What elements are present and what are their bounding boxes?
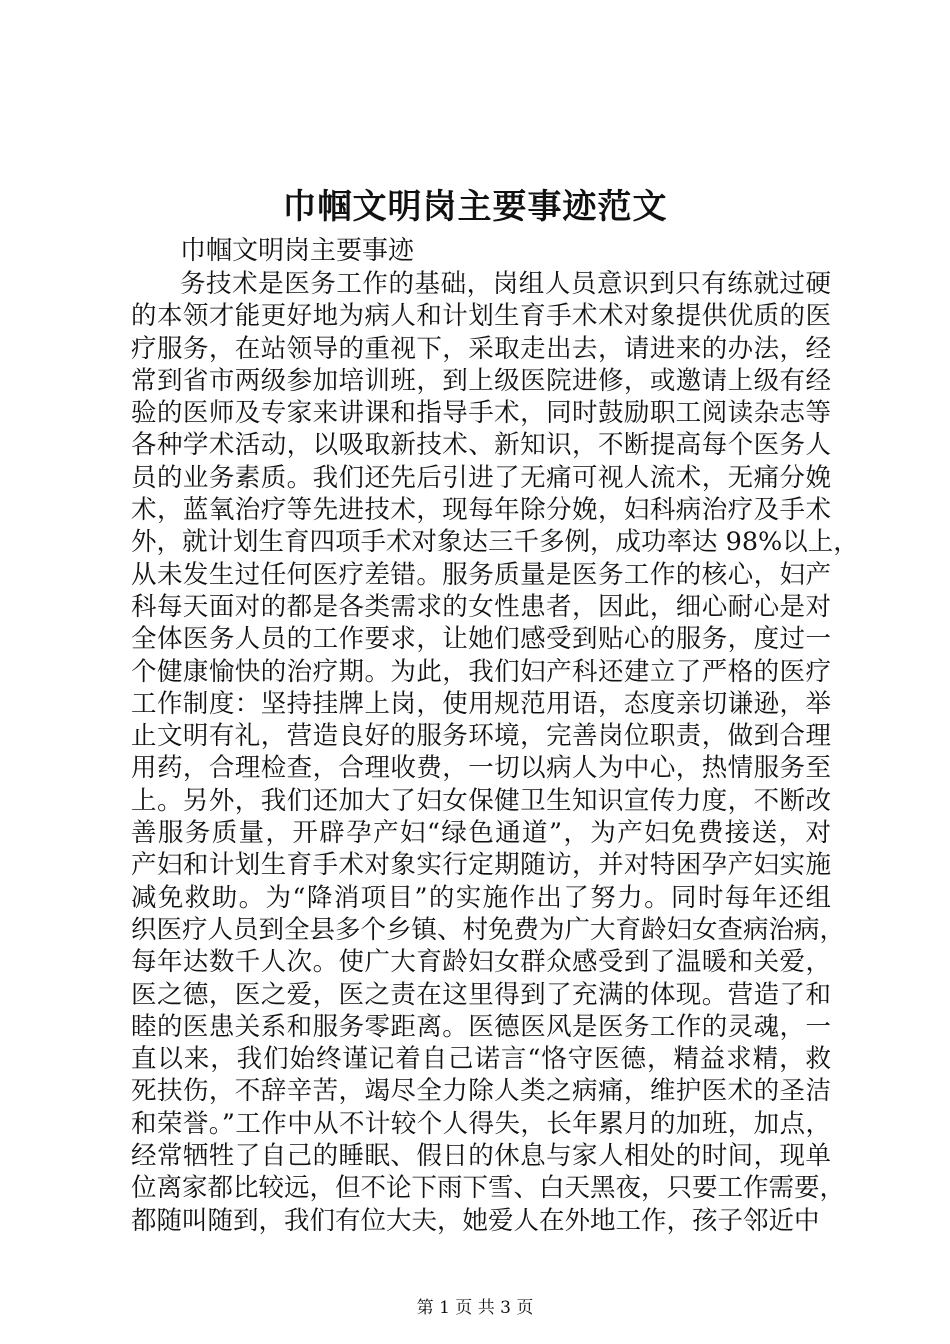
body-line: 工作制度：坚持挂牌上岗，使用规范用语，态度亲切谦逊，举 xyxy=(131,688,831,719)
body-line: 经常牺牲了自己的睡眠、假日的休息与家人相处的时间，现单 xyxy=(131,1141,831,1172)
body-line: 常到省市两级参加培训班，到上级医院进修，或邀请上级有经 xyxy=(131,365,831,396)
body-line: 产妇和计划生育手术对象实行定期随访，并对特困孕产妇实施 xyxy=(131,850,831,881)
body-line: 疗服务，在站领导的重视下，采取走出去，请进来的办法，经 xyxy=(131,333,831,364)
body-line: 都随叫随到，我们有位大夫，她爱人在外地工作，孩子邻近中 xyxy=(131,1205,820,1236)
body-line: 各种学术活动，以吸取新技术、新知识，不断提高每个医务人 xyxy=(131,430,831,461)
body-line: 睦的医患关系和服务零距离。医德医风是医务工作的灵魂，一 xyxy=(131,1011,831,1042)
body-line: 务技术是医务工作的基础，岗组人员意识到只有练就过硬 xyxy=(180,269,831,299)
body-line: 用药，合理检查，合理收费，一切以病人为中心，热情服务至 xyxy=(131,753,831,784)
body-line: 外，就计划生育四项手术对象达三千多例，成功率达 98%以上， xyxy=(131,527,859,558)
body-line: 从未发生过任何医疗差错。服务质量是医务工作的核心，妇产 xyxy=(131,559,831,590)
body-line: 的本领才能更好地为病人和计划生育手术术对象提供优质的医 xyxy=(131,301,831,332)
body-line: 个健康愉快的治疗期。为此，我们妇产科还建立了严格的医疗 xyxy=(131,656,831,687)
body-line: 员的业务素质。我们还先后引进了无痛可视人流术，无痛分娩 xyxy=(131,462,831,493)
body-line: 全体医务人员的工作要求，让她们感受到贴心的服务，度过一 xyxy=(131,624,831,655)
body-line: 每年达数千人次。使广大育龄妇女群众感受到了温暖和关爱， xyxy=(131,947,831,978)
body-line: 上。另外，我们还加大了妇女保健卫生知识宣传力度，不断改 xyxy=(131,785,831,816)
body-line: 减免救助。为“降消项目”的实施作出了努力。同时每年还组 xyxy=(131,882,831,913)
body-line: 善服务质量，开辟孕产妇“绿色通道”，为产妇免费接送，对 xyxy=(131,818,831,849)
body-line: 科每天面对的都是各类需求的女性患者，因此，细心耐心是对 xyxy=(131,591,831,622)
body-line: 止文明有礼，营造良好的服务环境，完善岗位职责，做到合理 xyxy=(131,721,831,752)
document-title: 巾帼文明岗主要事迹范文 xyxy=(282,187,668,227)
body-line: 直以来，我们始终谨记着自己诺言“恪守医德，精益求精，救 xyxy=(131,1044,831,1075)
body-line: 织医疗人员到全县多个乡镇、村免费为广大育龄妇女查病治病， xyxy=(131,914,846,945)
body-line: 术，蓝氧治疗等先进技术，现每年除分娩，妇科病治疗及手术 xyxy=(131,495,831,526)
body-line: 医之德，医之爱，医之责在这里得到了充满的体现。营造了和 xyxy=(131,979,831,1010)
body-line: 位离家都比较远，但不论下雨下雪、白天黑夜，只要工作需要， xyxy=(131,1173,846,1204)
page-footer: 第 1 页 共 3 页 xyxy=(416,1298,534,1318)
body-line: 死扶伤，不辞辛苦，竭尽全力除人类之病痛，维护医术的圣洁 xyxy=(131,1076,831,1107)
document-subtitle: 巾帼文明岗主要事迹 xyxy=(180,236,415,266)
body-line: 和荣誉。”工作中从不计较个人得失，长年累月的加班，加点， xyxy=(131,1108,831,1139)
body-text xyxy=(131,268,859,1237)
body-line: 验的医师及专家来讲课和指导手术，同时鼓励职工阅读杂志等 xyxy=(131,398,831,429)
